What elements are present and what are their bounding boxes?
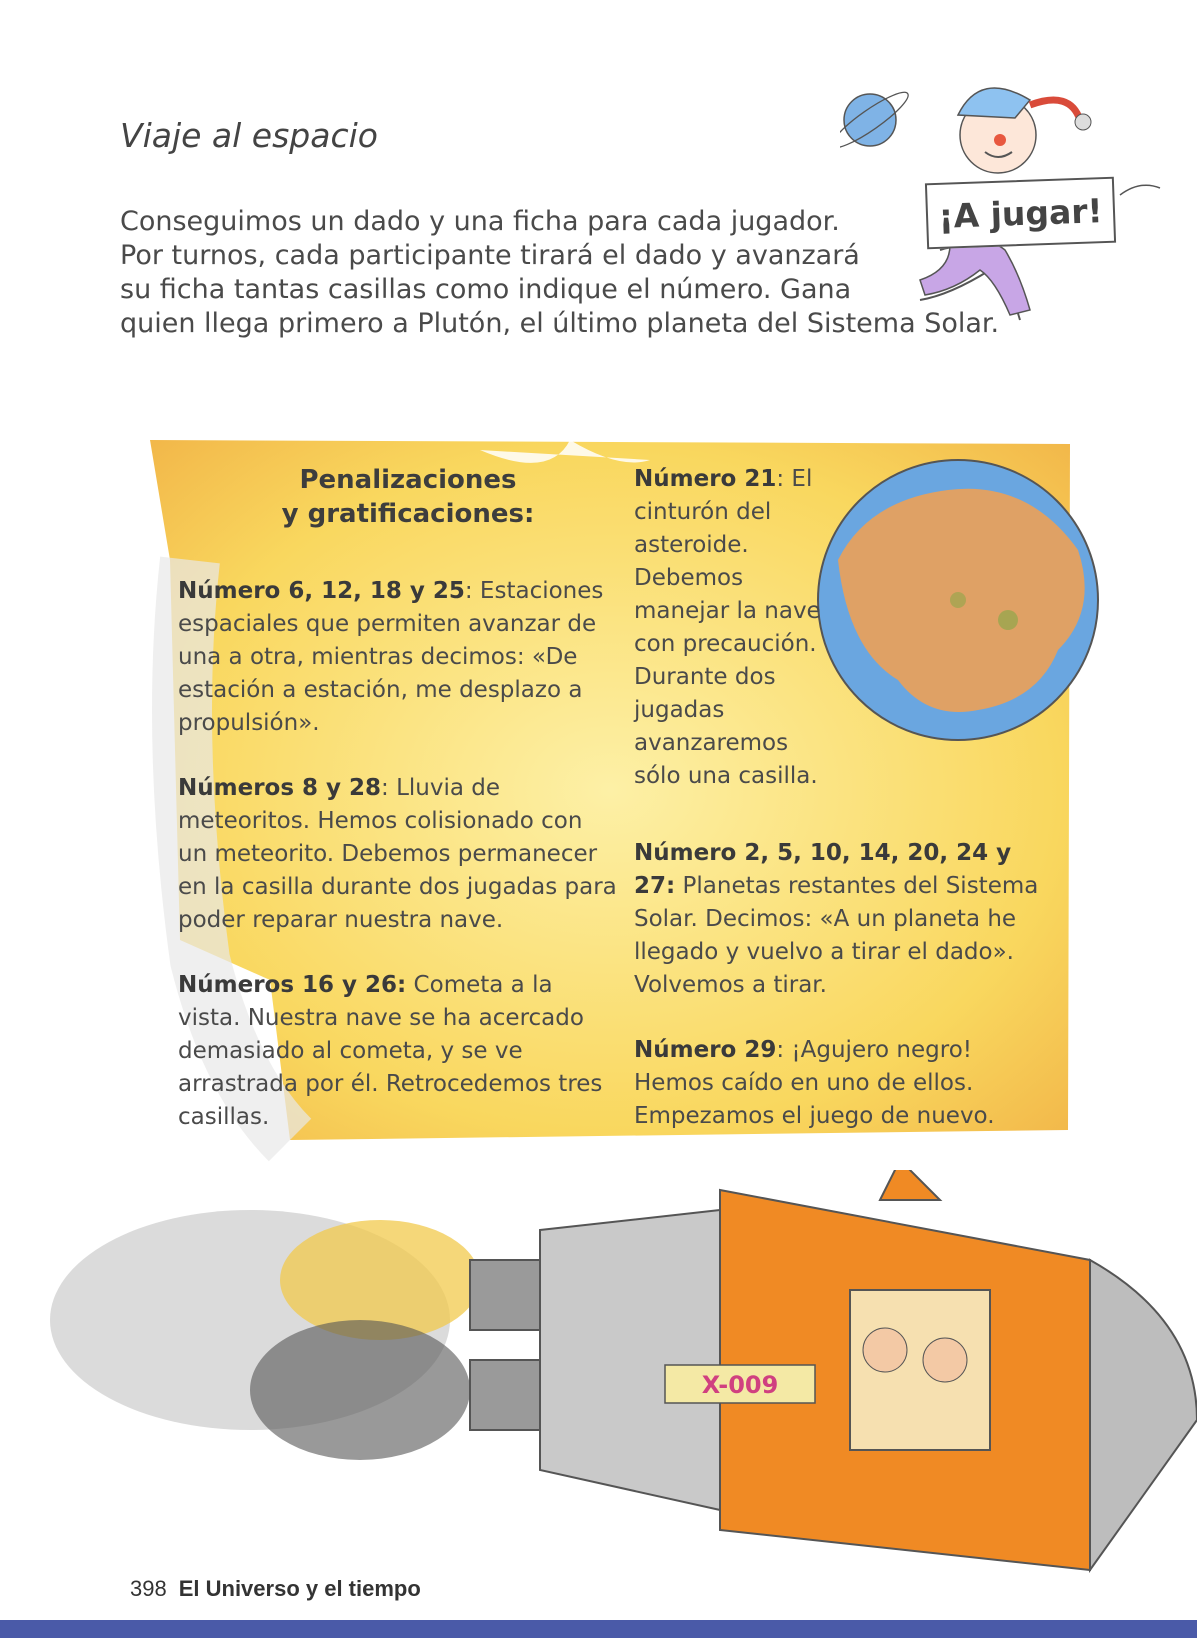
page-footer — [130, 1576, 421, 1602]
page-number: 398 — [130, 1576, 167, 1601]
intro-line: Por turnos, cada participante tirará el dado y avanzará — [120, 240, 860, 271]
intro-paragraph — [120, 205, 1070, 341]
rule-key: Números 16 y 26: — [178, 972, 407, 998]
rule-block — [634, 463, 834, 793]
rule-block — [634, 837, 1054, 1002]
rule-block — [178, 575, 618, 740]
rules-left-column — [178, 463, 618, 1166]
rule-text: : ¡Agujero negro! Hemos caído en uno de ellos. Empezamos el juego de nuevo. — [634, 1037, 995, 1129]
a-jugar-sign: ¡A jugar! — [925, 177, 1116, 250]
rocket-label: X-009 — [701, 1371, 779, 1399]
rules-right-column — [634, 463, 1054, 1165]
rule-block — [178, 969, 618, 1134]
section-title: El Universo y el tiempo — [178, 1576, 421, 1601]
rule-text: : Estaciones espaciales que permiten avanzar de una a otra, mientras decimos: «De estación a estación, me desplazo a propulsión». — [178, 578, 604, 736]
intro-line: quien llega primero a Plutón, el último planeta del Sistema Solar. — [120, 308, 1000, 339]
rule-text: : El cinturón del asteroide. Debemos manejar la nave con precaución. Durante dos jugadas avanzaremos sólo una casilla. — [634, 466, 821, 789]
rules-heading — [178, 463, 618, 531]
rule-block — [634, 1034, 1054, 1133]
intro-line: su ficha tantas casillas como indique el número. Gana — [120, 274, 852, 305]
rule-block — [178, 772, 618, 937]
rules-heading-line2: y gratificaciones: — [281, 499, 535, 529]
rule-key: Números 8 y 28 — [178, 775, 382, 801]
rule-key: Número 2, 5, 10, 14, 20, 24 y 27: — [634, 840, 1012, 899]
intro-line: Conseguimos un dado y una ficha para cada jugador. — [120, 206, 840, 237]
rule-key: Número 21 — [634, 466, 777, 492]
rule-key: Número 29 — [634, 1037, 777, 1063]
bottom-bar — [0, 1620, 1197, 1638]
rule-text: Planetas restantes del Sistema Solar. Decimos: «A un planeta he llegado y vuelvo a tirar el dado». Volvemos a tirar. — [634, 873, 1039, 998]
rocket-illustration — [0, 1170, 1197, 1600]
rules-heading-line1: Penalizaciones — [299, 465, 517, 495]
rule-key: Número 6, 12, 18 y 25 — [178, 578, 465, 604]
page-title: Viaje al espacio — [120, 116, 378, 155]
rule-text: : Lluvia de meteoritos. Hemos colisionado con un meteorito. Debemos permanecer en la casilla durante dos jugadas para poder reparar nuestra nave. — [178, 775, 617, 933]
rule-text: Cometa a la vista. Nuestra nave se ha acercado demasiado al cometa, y se ve arrastrada por él. Retrocedemos tres casillas. — [178, 972, 603, 1130]
planet-icon — [844, 94, 896, 146]
